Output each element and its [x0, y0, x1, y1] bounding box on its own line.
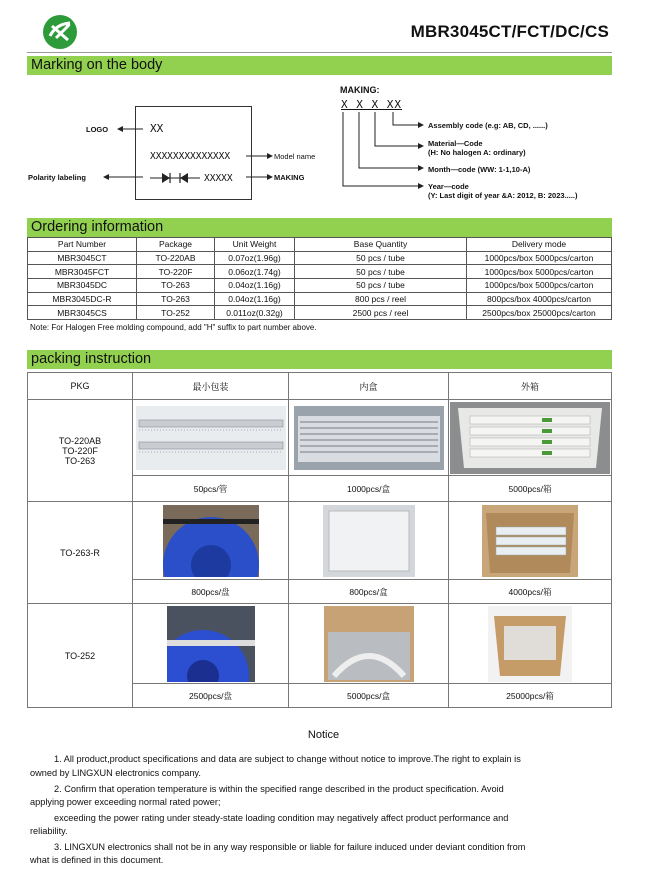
- legend-assembly-code: Assembly code (e.g: AB, CD, ......): [428, 121, 548, 130]
- marking-logo-xx: XX: [150, 122, 164, 135]
- legend-material-code: Material—Code: [428, 139, 483, 148]
- table-cell: 2500 pcs / reel: [295, 306, 467, 320]
- caption-min-pack: 800pcs/盘: [133, 580, 289, 604]
- table-cell: TO-220AB: [137, 251, 215, 265]
- table-row: [28, 265, 612, 279]
- document-title: MBR3045CT/FCT/DC/CS: [410, 22, 609, 41]
- ordering-section-header: Ordering information: [27, 218, 612, 237]
- tube-pack-photo: [136, 406, 286, 470]
- table-row: [28, 251, 612, 265]
- col-header-outer-carton: 外箱: [449, 373, 612, 400]
- table-cell: 50 pcs / tube: [295, 251, 467, 265]
- table-cell: MBR3045DC: [28, 279, 137, 293]
- col-header: Unit Weight: [215, 238, 295, 252]
- caption-min-pack: 2500pcs/盘: [133, 684, 289, 708]
- col-header-pkg: PKG: [28, 373, 133, 400]
- notice-p3a: 3. LINGXUN electronics shall not be in any way responsible or liable for failure induced under deviant condition from: [54, 842, 526, 852]
- photo-cell: [133, 400, 289, 476]
- table-cell: MBR3045CT: [28, 251, 137, 265]
- photo-cell: [289, 502, 449, 580]
- legend-month-code: Month—code (WW: 1-1,10-A): [428, 165, 531, 174]
- marking-model-x: XXXXXXXXXXXXXX: [150, 151, 231, 162]
- table-cell: 50 pcs / tube: [295, 279, 467, 293]
- table-cell: 0.011oz(0.32g): [215, 306, 295, 320]
- table-row: [28, 279, 612, 293]
- ordering-table: [27, 237, 612, 320]
- pkg-name: TO-220F: [62, 445, 98, 456]
- table-header-row: [28, 238, 612, 252]
- caption-inner-box: 800pcs/盒: [289, 580, 449, 604]
- table-cell: 800pcs/box 4000pcs/carton: [467, 292, 612, 306]
- packing-section-header: packing instruction: [27, 350, 612, 369]
- table-cell: 1000pcs/box 5000pcs/carton: [467, 251, 612, 265]
- making-legend-arrows: [330, 108, 430, 200]
- reel-252-photo: [167, 606, 255, 682]
- photo-cell: [289, 400, 449, 476]
- table-cell: TO-220F: [137, 265, 215, 279]
- notice-p2c: exceeding the power rating under steady-state loading condition may negatively affect product performance and: [54, 813, 509, 823]
- table-cell: 50 pcs / tube: [295, 265, 467, 279]
- photo-cell: [133, 604, 289, 684]
- caption-min-pack: 50pcs/管: [133, 476, 289, 502]
- reel-carton-photo: [482, 505, 578, 577]
- packing-table: [27, 372, 612, 708]
- table-cell: MBR3045CS: [28, 306, 137, 320]
- caption-inner-box: 5000pcs/盒: [289, 684, 449, 708]
- table-cell: 0.04oz(1.16g): [215, 292, 295, 306]
- photo-cell: [133, 502, 289, 580]
- table-row: [28, 292, 612, 306]
- outer-carton-photo: [450, 402, 610, 474]
- table-cell: TO-263: [137, 279, 215, 293]
- marking-arrows: [0, 100, 340, 200]
- table-header-row: [28, 373, 612, 400]
- photo-cell: [449, 604, 612, 684]
- making-legend-title: MAKING:: [340, 85, 380, 95]
- col-header: Package: [137, 238, 215, 252]
- pkg-cell: [28, 400, 133, 502]
- company-logo: [42, 14, 78, 50]
- table-cell: 800 pcs / reel: [295, 292, 467, 306]
- marking-making-x: XXXXX: [204, 173, 233, 184]
- notice-p3b: what is defined in this document.: [30, 855, 164, 865]
- notice-p1b: owned by LINGXUN electronics company.: [30, 768, 201, 778]
- caption-outer-carton: 25000pcs/箱: [449, 684, 612, 708]
- table-cell: 1000pcs/box 5000pcs/carton: [467, 279, 612, 293]
- making-legend-code: X X X XX: [341, 98, 402, 111]
- legend-year-sub: (Y: Last digit of year &A: 2012, B: 2023.....): [428, 191, 578, 200]
- col-header-min-pack: 最小包装: [133, 373, 289, 400]
- reel-photo: [163, 505, 259, 577]
- carton-252-photo: [488, 606, 572, 682]
- notice-p2a: 2. Confirm that operation temperature is within the specified range described in the product specification. Avoid: [54, 784, 504, 794]
- label-model-name: Model name: [274, 152, 316, 161]
- photo-cell: [449, 502, 612, 580]
- notice-p2d: reliability.: [30, 826, 68, 836]
- reel-box-photo: [323, 505, 415, 577]
- legend-material-sub: (H: No halogen A: ordinary): [428, 148, 526, 157]
- photo-cell: [289, 604, 449, 684]
- table-cell: 2500pcs/box 25000pcs/carton: [467, 306, 612, 320]
- photo-cell: [449, 400, 612, 476]
- caption-outer-carton: 5000pcs/箱: [449, 476, 612, 502]
- table-cell: 0.06oz(1.74g): [215, 265, 295, 279]
- pkg-name: TO-263-R: [60, 547, 100, 558]
- table-row: [28, 502, 612, 580]
- label-logo: LOGO: [86, 125, 109, 134]
- pkg-name: TO-220AB: [58, 435, 102, 446]
- notice-p1a: 1. All product,product specifications and data are subject to change without notice to improve.The right to explain is: [54, 754, 521, 764]
- foil-bag-box-photo: [324, 606, 414, 682]
- table-cell: 0.04oz(1.16g): [215, 279, 295, 293]
- caption-inner-box: 1000pcs/盒: [289, 476, 449, 502]
- col-header-inner-box: 内盒: [289, 373, 449, 400]
- label-making: MAKING: [274, 173, 305, 182]
- pkg-cell: [28, 604, 133, 708]
- table-cell: 1000pcs/box 5000pcs/carton: [467, 265, 612, 279]
- ordering-note: Note: For Halogen Free molding compound, add "H" suffix to part number above.: [30, 323, 317, 332]
- table-row: [28, 400, 612, 476]
- col-header: Base Quantity: [295, 238, 467, 252]
- table-cell: TO-252: [137, 306, 215, 320]
- col-header: Delivery mode: [467, 238, 612, 252]
- marking-section-header: Marking on the body: [27, 56, 612, 75]
- pkg-name: TO-252: [64, 650, 96, 661]
- pkg-name: TO-263: [64, 455, 96, 466]
- table-cell: TO-263: [137, 292, 215, 306]
- legend-year-code: Year—code: [428, 182, 469, 191]
- table-row: [28, 306, 612, 320]
- table-cell: 0.07oz(1.96g): [215, 251, 295, 265]
- table-cell: MBR3045FCT: [28, 265, 137, 279]
- inner-box-tubes-photo: [294, 406, 444, 470]
- table-row: [28, 604, 612, 684]
- label-polarity: Polarity labeling: [28, 173, 86, 182]
- header-divider: [27, 52, 612, 53]
- pkg-cell: [28, 502, 133, 604]
- col-header: Part Number: [28, 238, 137, 252]
- notice-title: Notice: [307, 729, 340, 741]
- notice-p2b: applying power exceeding normal rated power;: [30, 797, 221, 807]
- caption-outer-carton: 4000pcs/箱: [449, 580, 612, 604]
- table-cell: MBR3045DC-R: [28, 292, 137, 306]
